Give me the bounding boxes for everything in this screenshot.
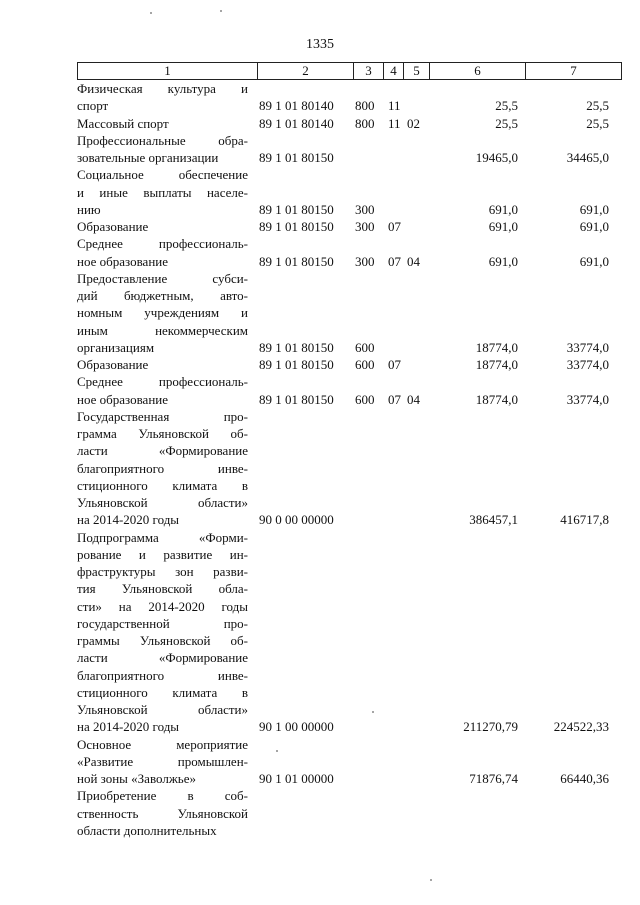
row-values <box>77 115 622 132</box>
row-name-line: и иные выплаты населе- <box>77 184 248 200</box>
row-values <box>77 511 622 528</box>
row-values <box>77 149 622 166</box>
row-values <box>77 201 622 218</box>
row-values <box>77 339 622 356</box>
amount-cell-6: 19465,0 <box>475 150 518 165</box>
row-values <box>77 356 622 373</box>
row-name-line: Физическая культура и <box>77 81 248 96</box>
page-number: 1335 <box>306 37 334 52</box>
table-row <box>77 235 622 270</box>
amount-cell-6: 18774,0 <box>475 391 518 407</box>
row-name-line: области дополнительных <box>77 822 217 838</box>
row-name-line: Образование <box>77 357 149 372</box>
row-name-line: на 2014-2020 годы <box>77 719 180 735</box>
program-code-cell: 89 1 01 80140 <box>259 115 334 131</box>
row-name-line: стиционного климата в <box>77 684 248 700</box>
row-name-line: ное образование <box>77 391 168 407</box>
table-row <box>77 736 622 788</box>
row-name-line: ласти «Формирование <box>77 650 248 666</box>
row-name-line: Массовый спорт <box>77 115 169 131</box>
amount-cell-7: 691,0 <box>579 219 609 234</box>
amount-cell-6: 691,0 <box>488 219 518 234</box>
row-name-line: фраструктуры зон разви- <box>77 564 248 579</box>
column-header-3: 3 <box>354 63 384 79</box>
column-header-5: 5 <box>404 63 430 79</box>
row-name-line: Ульяновской области» <box>77 495 248 510</box>
row-name-line: Профессиональные обра- <box>77 132 248 148</box>
row-name-line: Приобретение в соб- <box>77 788 248 804</box>
amount-cell-7: 691,0 <box>579 201 609 217</box>
row-name-line: ной зоны «Заволжье» <box>77 771 196 786</box>
row-values <box>77 770 622 787</box>
table-row <box>77 373 622 408</box>
row-name-line: зовательные организации <box>77 150 219 165</box>
expense-type-cell: 600 <box>355 391 375 407</box>
scan-speck <box>150 12 152 14</box>
row-name-line: на 2014-2020 годы <box>77 512 180 528</box>
row-name-line: спорт <box>77 98 109 114</box>
expense-type-cell: 800 <box>355 98 375 114</box>
table-row <box>77 115 622 132</box>
program-code-cell: 89 1 01 80150 <box>259 339 334 355</box>
budget-table <box>77 62 622 839</box>
row-name-line: государственной про- <box>77 615 248 631</box>
row-name <box>77 787 248 839</box>
program-code-cell: 89 1 01 80150 <box>259 253 334 269</box>
section-cell: 07 <box>388 357 401 372</box>
expense-type-cell: 600 <box>355 339 375 355</box>
table-row <box>77 408 622 529</box>
section-cell: 11 <box>388 115 401 131</box>
row-values <box>77 391 622 408</box>
row-name-line: Основное мероприятие <box>77 736 248 752</box>
row-name-line: благоприятного инве- <box>77 460 248 476</box>
amount-cell-7: 66440,36 <box>560 771 609 786</box>
row-name-line: Среднее профессиональ- <box>77 236 248 252</box>
program-code-cell: 89 1 01 80150 <box>259 150 334 165</box>
amount-cell-7: 224522,33 <box>553 719 609 735</box>
row-name-line: сти» на 2014-2020 годы <box>77 598 248 614</box>
program-code-cell: 90 1 00 00000 <box>259 719 334 735</box>
table-row <box>77 80 622 115</box>
amount-cell-6: 18774,0 <box>475 357 518 372</box>
row-name-line: организациям <box>77 339 155 355</box>
row-name-line: грамма Ульяновской об- <box>77 426 248 441</box>
row-name-line: нию <box>77 201 101 217</box>
section-cell: 11 <box>388 98 401 114</box>
section-cell: 07 <box>388 253 401 269</box>
section-cell: 07 <box>388 391 401 407</box>
program-code-cell: 90 1 01 00000 <box>259 771 334 786</box>
program-code-cell: 89 1 01 80150 <box>259 391 334 407</box>
row-name-line: Ульяновской области» <box>77 702 248 717</box>
amount-cell-7: 25,5 <box>586 98 609 114</box>
amount-cell-7: 691,0 <box>579 253 609 269</box>
expense-type-cell: 800 <box>355 115 375 131</box>
row-name-line: рование и развитие ин- <box>77 546 248 562</box>
row-name-line: благоприятного инве- <box>77 667 248 683</box>
table-row <box>77 132 622 167</box>
row-name-line: ласти «Формирование <box>77 443 248 459</box>
row-name-line: Предоставление субси- <box>77 270 248 286</box>
row-values <box>77 97 622 114</box>
program-code-cell: 89 1 01 80150 <box>259 219 334 234</box>
expense-type-cell: 300 <box>355 201 375 217</box>
column-header-7: 7 <box>570 63 577 78</box>
row-name-line: ное образование <box>77 253 168 269</box>
column-header-4: 4 <box>384 63 404 79</box>
scan-speck <box>372 711 374 713</box>
table-row <box>77 218 622 235</box>
row-name-line: иным некоммерческим <box>77 322 248 338</box>
section-cell: 07 <box>388 219 401 234</box>
amount-cell-6: 691,0 <box>488 201 518 217</box>
row-name-line: стиционного климата в <box>77 477 248 493</box>
amount-cell-6: 18774,0 <box>475 339 518 355</box>
scan-speck <box>220 10 222 12</box>
table-body <box>77 80 622 839</box>
row-name-line: Подпрограмма «Форми- <box>77 529 248 545</box>
row-name-line: дий бюджетным, авто- <box>77 288 248 303</box>
row-values <box>77 253 622 270</box>
row-name <box>77 529 248 736</box>
column-header-2: 2 <box>258 63 354 79</box>
table-row <box>77 529 622 736</box>
row-name-line: номным учреждениям и <box>77 305 248 321</box>
row-values <box>77 218 622 235</box>
row-name-line: «Развитие промышлен- <box>77 753 248 769</box>
table-row <box>77 270 622 356</box>
expense-type-cell: 600 <box>355 357 375 372</box>
amount-cell-6: 386457,1 <box>469 512 518 528</box>
amount-cell-6: 25,5 <box>495 115 518 131</box>
column-header-6: 6 <box>430 63 526 79</box>
subsection-cell: 04 <box>407 253 420 269</box>
row-name-line: Образование <box>77 219 149 234</box>
table-row <box>77 787 622 839</box>
row-name-line: ственность Ульяновской <box>77 805 248 821</box>
row-name-line: Государственная про- <box>77 408 248 424</box>
program-code-cell: 89 1 01 80150 <box>259 201 334 217</box>
expense-type-cell: 300 <box>355 253 375 269</box>
row-name-line: граммы Ульяновской об- <box>77 633 248 648</box>
amount-cell-7: 33774,0 <box>566 357 609 372</box>
amount-cell-6: 25,5 <box>495 98 518 114</box>
column-header-row <box>77 62 622 80</box>
subsection-cell: 04 <box>407 391 420 407</box>
program-code-cell: 89 1 01 80150 <box>259 357 334 372</box>
scan-speck <box>276 750 278 752</box>
amount-cell-7: 416717,8 <box>560 512 609 528</box>
program-code-cell: 89 1 01 80140 <box>259 98 334 114</box>
amount-cell-7: 33774,0 <box>566 391 609 407</box>
amount-cell-7: 34465,0 <box>566 150 609 165</box>
scan-speck <box>430 879 432 881</box>
amount-cell-7: 33774,0 <box>566 339 609 355</box>
program-code-cell: 90 0 00 00000 <box>259 512 334 528</box>
row-name-line: Социальное обеспечение <box>77 167 248 183</box>
subsection-cell: 02 <box>407 115 420 131</box>
table-row <box>77 356 622 373</box>
row-name-line: тия Ульяновской обла- <box>77 581 248 597</box>
column-header-1: 1 <box>78 63 258 79</box>
amount-cell-6: 211270,79 <box>463 719 518 735</box>
row-values <box>77 718 622 735</box>
amount-cell-6: 71876,74 <box>469 771 518 786</box>
table-row <box>77 166 622 218</box>
row-name-line: Среднее профессиональ- <box>77 374 248 390</box>
amount-cell-7: 25,5 <box>586 115 609 131</box>
expense-type-cell: 300 <box>355 219 375 234</box>
amount-cell-6: 691,0 <box>488 253 518 269</box>
